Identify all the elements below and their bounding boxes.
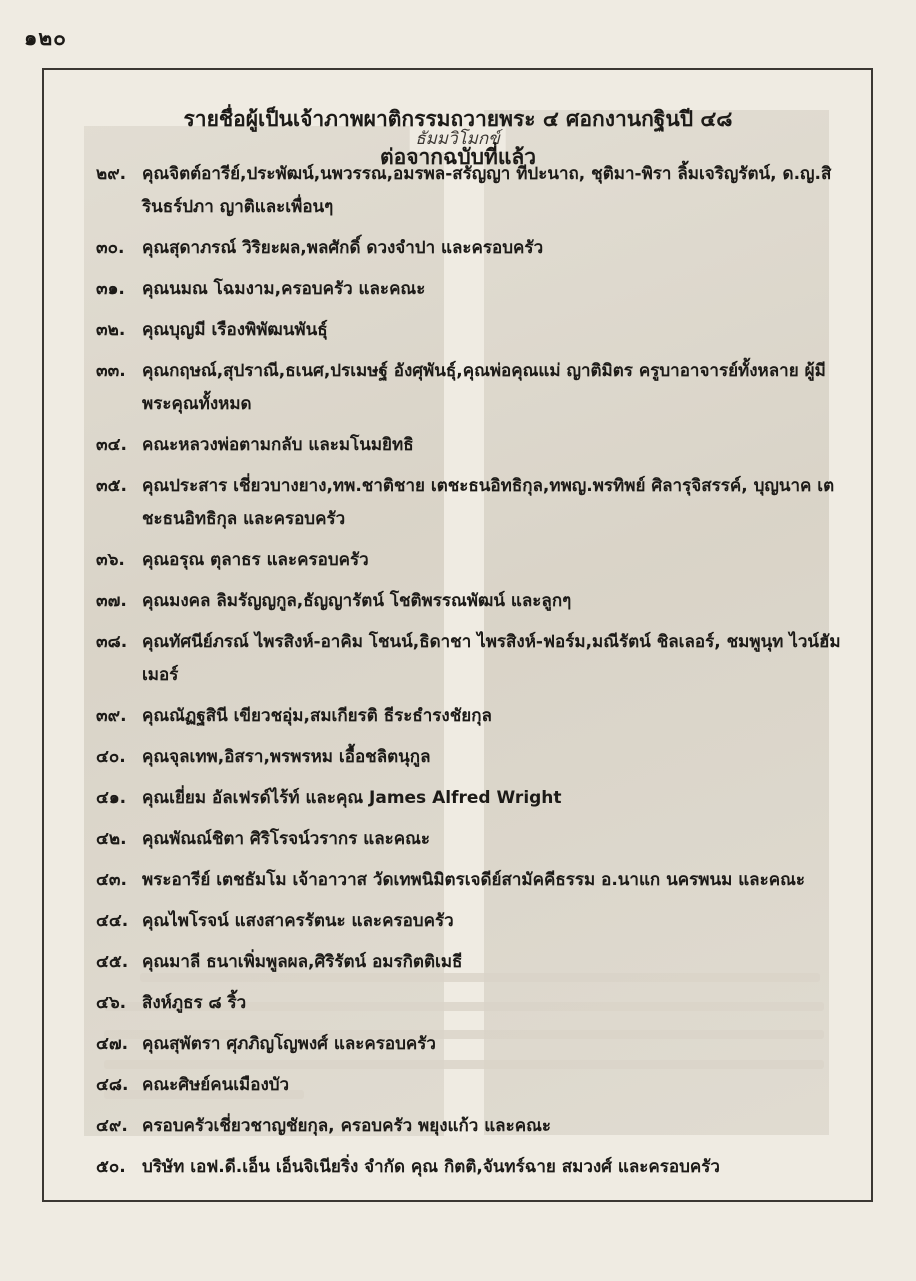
list-item — [96, 158, 841, 224]
entry-number: ๔๑. — [96, 788, 127, 808]
entry-number: ๓๕. — [96, 476, 127, 496]
entry-text: พระอารีย์ เตชธัมโม เจ้าอาวาส วัดเทพนิมิตรเจดีย์สามัคคีธรรม อ.นาแก นครพนม และคณะ — [142, 870, 805, 890]
entry-text: คุณมงคล ลิมรัญญกูล,ธัญญารัตน์ โชติพรรณพัฒน์ และลูกๆ — [142, 591, 572, 611]
list-item — [96, 946, 841, 979]
list-item — [96, 823, 841, 856]
list-item — [96, 700, 841, 733]
list-item — [96, 429, 841, 462]
entry-number: ๔๙. — [96, 1116, 128, 1136]
entry-number: ๔๕. — [96, 952, 129, 972]
entry-text: คุณสุดาภรณ์ วิริยะผล,พลศักดิ์ ดวงจำปา และครอบครัว — [142, 238, 544, 258]
entry-number: ๔๗. — [96, 1034, 129, 1054]
entry-number: ๓๔. — [96, 435, 127, 455]
entry-text: คณะศิษย์คนเมืองบัว — [142, 1075, 290, 1095]
list-item — [96, 864, 841, 897]
entry-number: ๓๒. — [96, 320, 126, 340]
page-number: ๑๒๐ — [24, 26, 67, 50]
list-item — [96, 232, 841, 265]
entry-number: ๕๐. — [96, 1157, 126, 1177]
entry-text: คุณณัฏฐสินี เขียวชอุ่ม,สมเกียรติ ธีระธำรงชัยกุล — [142, 706, 492, 726]
entry-text: คุณอรุณ ตุลาธร และครอบครัว — [142, 550, 369, 570]
entry-text: คุณบุญมี เรืองพิพัฒนพันธุ์ — [142, 320, 328, 340]
entry-number: ๓๓. — [96, 361, 126, 381]
entry-text: คุณพัณณ์ชิตา ศิริโรจน์วรากร และคณะ — [142, 829, 431, 849]
entry-text: คุณประสาร เชี่ยวบางยาง,ทพ.ชาติชาย เตชะธนอิทธิกุล,ทพญ.พรทิพย์ ศิลารุจิสรรค์, บุญนาค เตชะธนอิทธิกุล และครอบครัว — [142, 476, 835, 529]
entry-text: คุณจุลเทพ,อิสรา,พรพรหม เอื้อชลิตนุกูล — [142, 747, 431, 767]
running-head: ธัมมวิโมกข์ — [409, 125, 506, 152]
list-item — [96, 314, 841, 347]
entry-number: ๓๗. — [96, 591, 127, 611]
list-item — [96, 585, 841, 618]
entry-number: ๓๐. — [96, 238, 125, 258]
entry-text: คุณไพโรจน์ แสงสาครรัตนะ และครอบครัว — [142, 911, 454, 931]
entry-text: คณะหลวงพ่อตามกลับ และมโนมยิทธิ — [142, 435, 414, 455]
entry-text: สิงห์ภูธร ๘ ริ้ว — [142, 993, 247, 1013]
entry-number: ๓๘. — [96, 632, 128, 652]
entry-number: ๓๙. — [96, 706, 127, 726]
entry-text: บริษัท เอฟ.ดี.เอ็น เอ็นจิเนียริ่ง จำกัด คุณ กิตติ,จันทร์ฉาย สมวงศ์ และครอบครัว — [142, 1157, 720, 1177]
entry-number: ๔๘. — [96, 1075, 129, 1095]
entry-text: คุณจิตต์อารีย์,ประพัฒน์,นพวรรณ,อมรพล-สรัญญา ทีปะนาถ, ชุติมา-พิรา ลิ้มเจริญรัตน์, ด.ญ.สิรินธร์ปภา ญาติและเพื่อนๆ — [142, 164, 832, 217]
entry-number: ๔๔. — [96, 911, 129, 931]
list-item — [96, 626, 841, 692]
list-item — [96, 782, 841, 815]
list-item — [96, 1151, 841, 1184]
list-item — [96, 355, 841, 421]
title-line-2: ต่อจากฉบับที่แล้ว — [379, 145, 537, 169]
list-item — [96, 1028, 841, 1061]
entry-text: คุณทัศนีย์ภรณ์ ไพรสิงห์-อาคิม โชนน์,ธิดาชา ไพรสิงห์-ฟอร์ม,มณีรัตน์ ชิลเลอร์, ชมพูนุท ไวน์ฮัมเมอร์ — [142, 632, 841, 685]
entry-text: คุณสุพัตรา ศุภภิญโญพงศ์ และครอบครัว — [142, 1034, 436, 1054]
entry-text: คุณกฤษณ์,สุปราณี,ธเนศ,ปรเมษฐ์ อังศุพันธุ์,คุณพ่อคุณแม่ ญาติมิตร ครูบาอาจารย์ทั้งหลาย ผู้มีพระคุณทั้งหมด — [142, 361, 826, 414]
donor-list — [96, 158, 841, 1192]
list-item — [96, 544, 841, 577]
list-item — [96, 987, 841, 1020]
entry-number: ๔๒. — [96, 829, 127, 849]
list-item — [96, 1069, 841, 1102]
entry-number: ๓๑. — [96, 279, 125, 299]
entry-number: ๔๖. — [96, 993, 127, 1013]
list-item — [96, 741, 841, 774]
title-line-1: รายชื่อผู้เป็นเจ้าภาพผาติกรรมถวายพระ ๔ ศอกงานกฐินปี ๔๘ — [183, 107, 733, 131]
entry-number: ๓๖. — [96, 550, 125, 570]
entry-number: ๔๐. — [96, 747, 126, 767]
entry-text: คุณมาลี ธนาเพิ่มพูลผล,ศิริรัตน์ อมรกิตติเมธี — [142, 952, 463, 972]
entry-text: คุณเยี่ยม อัลเฟรด์ไร้ท์ และคุณ James Alfred Wright — [142, 788, 562, 808]
entry-text: ครอบครัวเชี่ยวชาญชัยกุล, ครอบครัว พยุงแก้ว และคณะ — [142, 1116, 551, 1136]
entry-number: ๔๓. — [96, 870, 127, 890]
entry-number: ๒๙. — [96, 164, 127, 184]
entry-text: คุณนมณ โฉมงาม,ครอบครัว และคณะ — [142, 279, 426, 299]
list-item — [96, 1110, 841, 1143]
list-item — [96, 273, 841, 306]
list-item — [96, 905, 841, 938]
list-item — [96, 470, 841, 536]
